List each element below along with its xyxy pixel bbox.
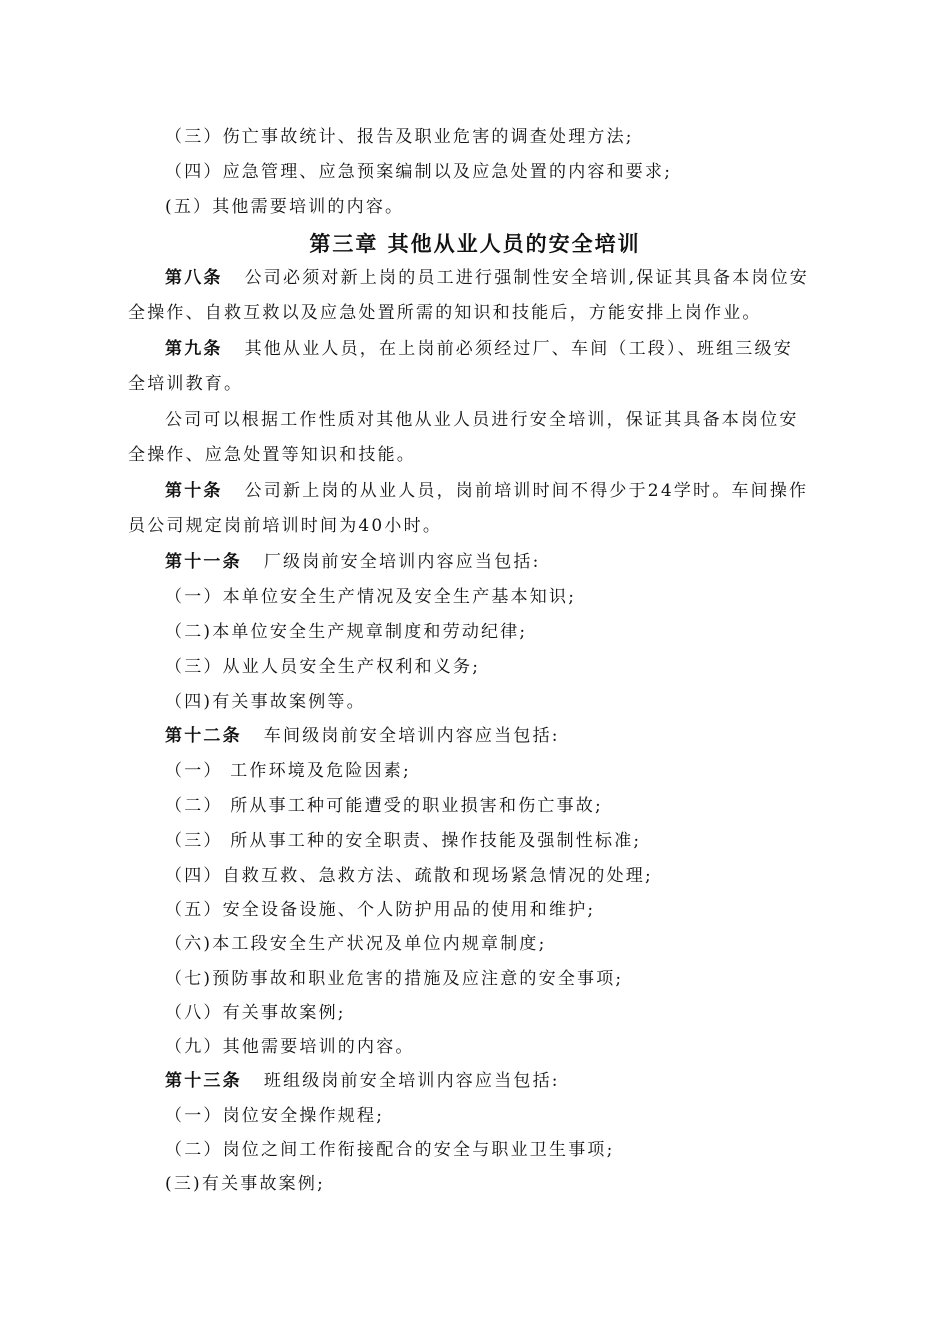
article-13 <box>165 1069 560 1093</box>
article-text: 班组级岗前安全培训内容应当包括: <box>263 1071 560 1091</box>
article-label: 第九条 <box>165 339 223 359</box>
article-text: 公司新上岗的从业人员，岗前培训时间不得少于24学时。车间操作 <box>244 481 809 501</box>
list-item: （一）本单位安全生产情况及安全生产基本知识; <box>165 587 577 607</box>
list-item: （三）伤亡事故统计、报告及职业危害的调查处理方法; <box>165 127 634 147</box>
article-8 <box>165 266 809 290</box>
chapter-title: 第三章 其他从业人员的安全培训 <box>309 231 641 256</box>
list-item: （八）有关事故案例; <box>165 1003 346 1023</box>
list-item: （五）安全设备设施、个人防护用品的使用和维护; <box>165 900 596 920</box>
article-label: 第十三条 <box>165 1071 242 1091</box>
article-text-continued: 全培训教育。 <box>128 374 244 394</box>
article-label: 第十条 <box>165 481 223 501</box>
article-10 <box>165 479 808 503</box>
list-item: (三)有关事故案例; <box>165 1174 325 1194</box>
paragraph: 公司可以根据工作性质对其他从业人员进行安全培训，保证其具备本岗位安 <box>165 410 799 430</box>
list-item: （七)预防事故和职业危害的措施及应注意的安全事项; <box>165 969 624 989</box>
list-item: （六)本工段安全生产状况及单位内规章制度; <box>165 934 547 954</box>
list-item: （一）岗位安全操作规程; <box>165 1106 385 1126</box>
list-item: （九）其他需要培训的内容。 <box>165 1037 415 1057</box>
article-text-continued: 员公司规定岗前培训时间为40小时。 <box>128 516 443 536</box>
article-text: 公司必须对新上岗的员工进行强制性安全培训,保证其具备本岗位安 <box>244 268 810 288</box>
article-9 <box>165 337 793 361</box>
article-text: 其他从业人员，在上岗前必须经过厂、车间（工段）、班组三级安 <box>244 339 793 359</box>
list-item: （四）自救互救、急救方法、疏散和现场紧急情况的处理; <box>165 866 653 886</box>
article-label: 第八条 <box>165 268 223 288</box>
article-text-continued: 全操作、自救互救以及应急处置所需的知识和技能后，方能安排上岗作业。 <box>128 303 762 323</box>
list-item: （二） 所从事工种可能遭受的职业损害和伤亡事故; <box>165 796 603 816</box>
list-item: （一） 工作环境及危险因素; <box>165 761 411 781</box>
article-12 <box>165 724 560 748</box>
article-label: 第十二条 <box>165 726 242 746</box>
list-item: （四）应急管理、应急预案编制以及应急处置的内容和要求; <box>165 162 673 182</box>
list-item: （三） 所从事工种的安全职责、操作技能及强制性标准; <box>165 831 642 851</box>
list-item: (五）其他需要培训的内容。 <box>165 197 405 217</box>
list-item: （三）从业人员安全生产权利和义务; <box>165 657 481 677</box>
list-item: （二）岗位之间工作衔接配合的安全与职业卫生事项; <box>165 1140 615 1160</box>
article-11 <box>165 550 541 574</box>
article-text: 厂级岗前安全培训内容应当包括: <box>263 552 541 572</box>
article-label: 第十一条 <box>165 552 242 572</box>
article-text: 车间级岗前安全培训内容应当包括: <box>263 726 560 746</box>
list-item: （二)本单位安全生产规章制度和劳动纪律; <box>165 622 528 642</box>
list-item: （四)有关事故案例等。 <box>165 692 366 712</box>
paragraph-continued: 全操作、应急处置等知识和技能。 <box>128 445 416 465</box>
